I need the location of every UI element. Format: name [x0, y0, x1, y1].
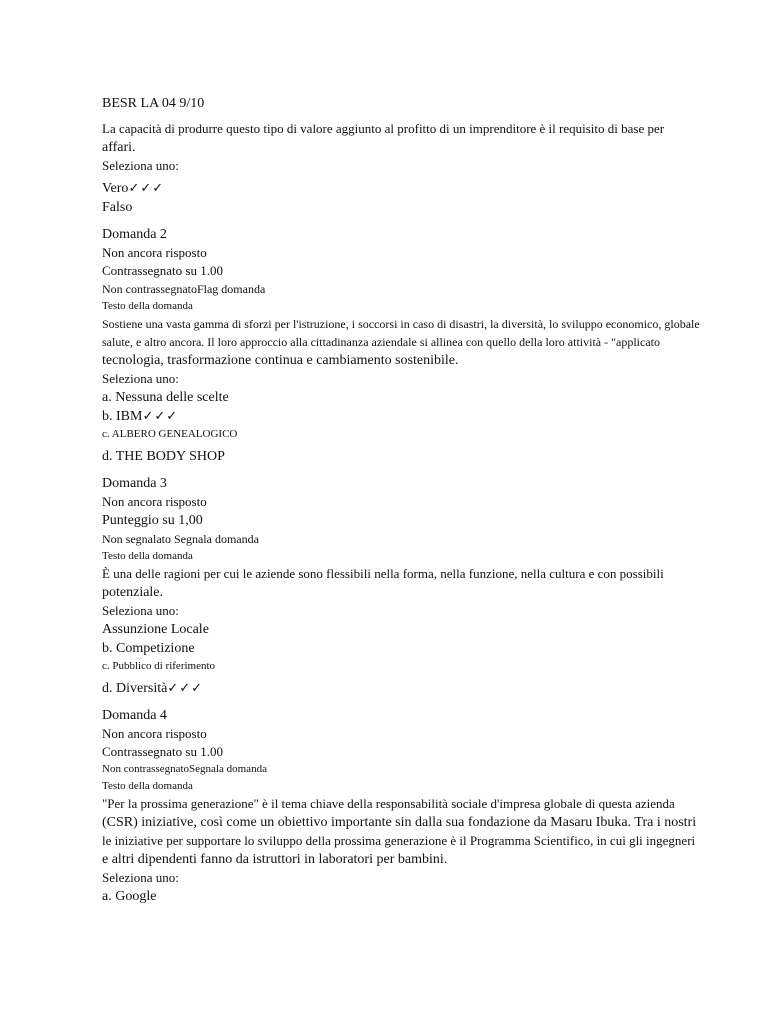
q3-question-label: Testo della domanda — [102, 550, 193, 562]
q2-option-c: c. ALBERO GENEALOGICO — [102, 428, 238, 440]
q2-text-line-3: tecnologia, trasformazione continua e cambiamento sostenibile. — [102, 353, 459, 368]
checkmarks-icon: ✓✓✓ — [142, 409, 179, 424]
q3-flag: Non segnalato Segnala domanda — [102, 532, 259, 546]
question-4 — [102, 706, 702, 906]
q2-flag: Non contrassegnatoFlag domanda — [102, 282, 266, 296]
q2-option-b — [102, 407, 702, 426]
q3-option-d-label: d. Diversità — [102, 681, 168, 696]
q4-text-line-3: le iniziative per supportare lo sviluppo della prossima generazione è il Programma Scientifico, in cui gli ingegneri — [102, 833, 696, 848]
q2-status: Non ancora risposto — [102, 245, 207, 260]
q2-option-a: a. Nessuna delle scelte — [102, 390, 229, 405]
q4-flag: Non contrassegnatoSegnala domanda — [102, 763, 267, 775]
document-content — [102, 94, 702, 906]
q4-option-a: a. Google — [102, 889, 157, 904]
q3-option-d — [102, 679, 702, 698]
q4-text-line-2: (CSR) iniziative, così come un obiettivo importante sin dalla sua fondazione da Masaru Ibuka. Tra i nostri — [102, 815, 697, 830]
q2-option-b-label: b. IBM — [102, 409, 143, 424]
q2-option-d: d. THE BODY SHOP — [102, 449, 225, 464]
q2-text-line-2: salute, e altro ancora. Il loro approccio alla cittadinanza aziendale si allinea con quello della loro attività - "applicato — [102, 335, 660, 349]
q1-option-true-label: Vero — [102, 181, 129, 196]
q3-select-label: Seleziona uno: — [102, 603, 179, 618]
document-title: BESR LA 04 9/10 — [102, 96, 205, 111]
question-3 — [102, 474, 702, 698]
q1-text-line-2: affari. — [102, 140, 136, 155]
q4-heading: Domanda 4 — [102, 708, 167, 723]
q3-text-line-1: È una delle ragioni per cui le aziende sono flessibili nella forma, nella funzione, nella cultura e con possibili — [102, 566, 664, 581]
q4-status: Non ancora risposto — [102, 726, 207, 741]
q4-select-label: Seleziona uno: — [102, 870, 179, 885]
q2-question-label: Testo della domanda — [102, 300, 193, 312]
question-1 — [102, 120, 702, 217]
q1-option-true — [102, 179, 702, 198]
q3-option-b: b. Competizione — [102, 641, 195, 656]
q1-select-label: Seleziona uno: — [102, 158, 179, 173]
q3-text-line-2: potenziale. — [102, 585, 164, 600]
q2-select-label: Seleziona uno: — [102, 371, 179, 386]
q2-text-line-1: Sostiene una vasta gamma di sforzi per l'istruzione, i soccorsi in caso di disastri, la diversità, lo sviluppo economico, globale — [102, 317, 700, 331]
q3-status: Non ancora risposto — [102, 494, 207, 509]
q4-score: Contrassegnato su 1.00 — [102, 744, 223, 759]
checkmarks-icon: ✓✓✓ — [167, 681, 204, 696]
q3-heading: Domanda 3 — [102, 476, 167, 491]
q1-option-false: Falso — [102, 200, 133, 215]
q3-score: Punteggio su 1,00 — [102, 513, 203, 528]
q3-option-a: Assunzione Locale — [102, 622, 209, 637]
q1-text-line-1: La capacità di produrre questo tipo di valore aggiunto al profitto di un imprenditore è il requisito di base per — [102, 121, 665, 136]
q4-text-line-1: "Per la prossima generazione" è il tema chiave della responsabilità sociale d'impresa globale di questa azienda — [102, 796, 675, 811]
q2-heading: Domanda 2 — [102, 227, 167, 242]
question-2 — [102, 225, 702, 466]
checkmarks-icon: ✓✓✓ — [128, 181, 165, 196]
q4-question-label: Testo della domanda — [102, 780, 193, 792]
q3-option-c: c. Pubblico di riferimento — [102, 660, 216, 672]
q2-score: Contrassegnato su 1.00 — [102, 263, 223, 278]
q4-text-line-4: e altri dipendenti fanno da istruttori in laboratori per bambini. — [102, 852, 448, 867]
